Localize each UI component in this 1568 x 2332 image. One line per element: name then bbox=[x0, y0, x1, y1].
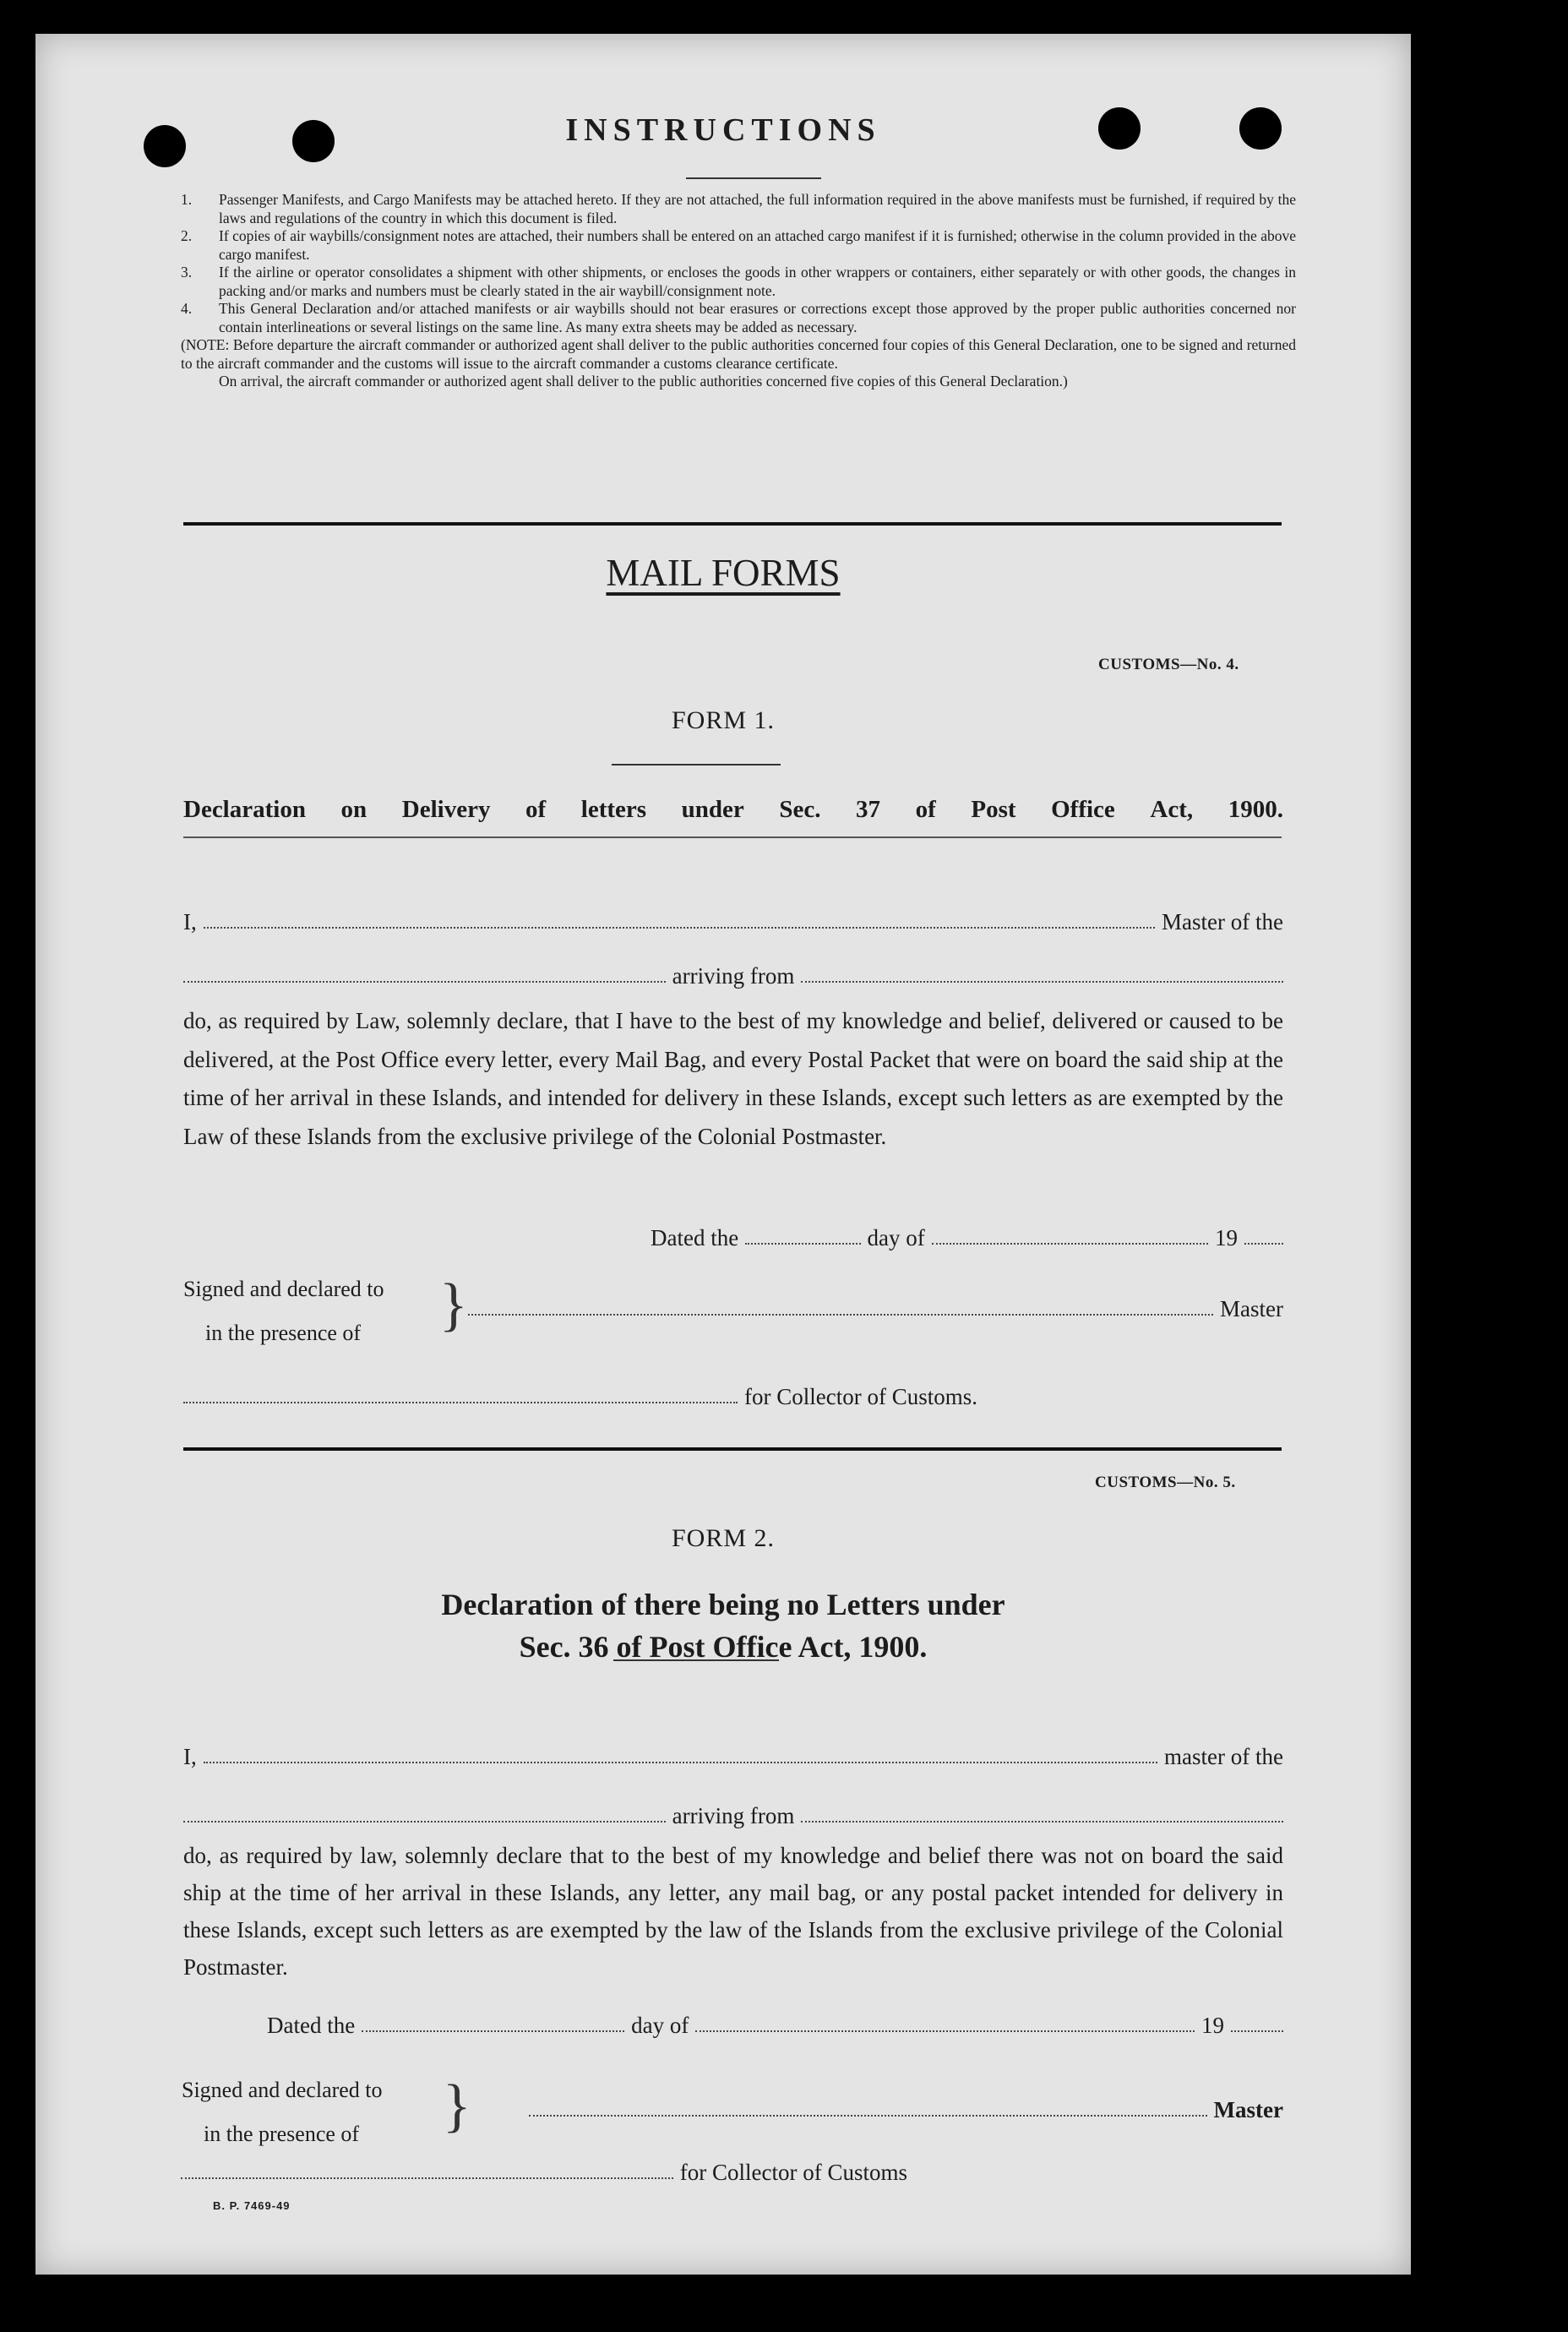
form1-brace: } bbox=[439, 1272, 468, 1338]
instructions-note-arrival: On arrival, the aircraft commander or authorized agent shall deliver to the public authorities concerned five copies of this General Declaration.) bbox=[219, 373, 1068, 390]
form2-title-line2: Sec. 36 of Post Office Act, 1900. bbox=[519, 1630, 928, 1664]
form1-year-field[interactable] bbox=[1244, 1242, 1283, 1245]
form2-master-label: Master bbox=[1213, 2097, 1283, 2122]
form2-name-field[interactable] bbox=[204, 1761, 1157, 1763]
form1-title-word: 37 bbox=[856, 796, 881, 823]
form2-master-of-the: master of the bbox=[1164, 1744, 1283, 1769]
mail-forms-title: MAIL FORMS bbox=[606, 552, 841, 594]
form1-name-line bbox=[183, 909, 1283, 935]
form2-ship-field[interactable] bbox=[183, 1820, 666, 1823]
form1-title-word: Post bbox=[971, 796, 1016, 823]
instruction-text: If copies of air waybills/consignment notes are attached, their numbers shall be entered on an attached cargo manifest if it is furnished; otherwise in the column provided in the above cargo manifest. bbox=[219, 227, 1296, 263]
form2-title-rule bbox=[613, 1659, 779, 1661]
form2-origin-field[interactable] bbox=[801, 1820, 1283, 1823]
form1-dated-the: Dated the bbox=[651, 1225, 739, 1250]
form2-declaration-body: do, as required by law, solemnly declare that to the best of my knowledge and belief there was not on board the said ship at the time of her arrival in these Islands, any letter, any mail bag, or any postal packet intended for delivery in these Islands, except such letters as are exempted by the law of the Islands from the exclusive privilege of the Colonial Postmaster. bbox=[183, 1843, 1283, 1980]
form1-collector-label: for Collector of Customs. bbox=[744, 1384, 977, 1409]
form2-day-of: day of bbox=[631, 2013, 689, 2038]
form1-title-word: under bbox=[681, 796, 744, 823]
form-divider bbox=[183, 1447, 1282, 1451]
form1-day-of: day of bbox=[867, 1225, 925, 1250]
form2-year-prefix: 19 bbox=[1201, 2013, 1224, 2038]
form2-customs-number: CUSTOMS—No. 5. bbox=[1095, 1474, 1236, 1491]
form1-title-word: of bbox=[525, 796, 547, 823]
form2-date-line bbox=[267, 2013, 1283, 2039]
form1-arriving-from: arriving from bbox=[672, 963, 795, 989]
form1-title-word: Declaration bbox=[183, 796, 306, 823]
form2-declaration-title bbox=[35, 1583, 1411, 1668]
instruction-number: 2. bbox=[181, 227, 193, 244]
form2-day-field[interactable] bbox=[362, 2030, 624, 2032]
form2-signed-line1: Signed and declared to bbox=[182, 2078, 383, 2102]
form1-customs-number: CUSTOMS—No. 4. bbox=[1098, 656, 1239, 673]
form2-brace: } bbox=[443, 2073, 471, 2139]
form2-heading: FORM 2. bbox=[671, 1524, 776, 1552]
form1-title-word: 1900. bbox=[1228, 796, 1283, 823]
form1-ship-field[interactable] bbox=[183, 980, 666, 983]
form1-title-word: of bbox=[915, 796, 936, 823]
form1-title-word: Act, bbox=[1150, 796, 1194, 823]
form1-signed-line2: in the presence of bbox=[205, 1321, 362, 1345]
form2-signed-label bbox=[182, 2068, 383, 2156]
form1-signed-label bbox=[183, 1267, 384, 1355]
instruction-item bbox=[181, 300, 1296, 336]
form1-title-word: Sec. bbox=[779, 796, 821, 823]
instruction-number: 3. bbox=[181, 264, 193, 281]
form2-arriving-from: arriving from bbox=[672, 1803, 795, 1828]
form1-collector-line bbox=[183, 1384, 977, 1410]
instructions-title: INSTRUCTIONS bbox=[565, 112, 881, 148]
form2-title-line1: Declaration of there being no Letters under bbox=[441, 1588, 1005, 1621]
form2-dated-the: Dated the bbox=[267, 2013, 356, 2038]
form1-title-rule bbox=[183, 836, 1282, 838]
form2-name-line bbox=[183, 1744, 1283, 1770]
form1-title-word: Delivery bbox=[401, 796, 491, 823]
form1-date-line bbox=[651, 1225, 1283, 1251]
form1-heading-rule bbox=[612, 764, 781, 766]
form2-collector-line bbox=[181, 2160, 907, 2186]
form1-arriving-line bbox=[183, 963, 1283, 989]
instruction-item bbox=[181, 264, 1296, 300]
form2-master-line bbox=[529, 2097, 1283, 2123]
form2-collector-field[interactable] bbox=[181, 2177, 673, 2179]
form1-title-word: Office bbox=[1051, 796, 1115, 823]
form1-declaration-body: do, as required by Law, solemnly declare, that I have to the best of my knowledge and belief, delivered or caused to be delivered, at the Post Office every letter, every Mail Bag, and every Postal Packet that were on board the said ship at the time of her arrival in these Islands, and intended for delivery in these Islands, except such letters as are exempted by the Law of these Islands from the exclusive privilege of the Colonial Postmaster. bbox=[183, 1008, 1283, 1149]
form1-month-field[interactable] bbox=[932, 1242, 1208, 1245]
form1-year-prefix: 19 bbox=[1215, 1225, 1238, 1250]
form1-declaration-title bbox=[183, 796, 1283, 824]
form1-signed-line1: Signed and declared to bbox=[183, 1277, 384, 1301]
instruction-item bbox=[181, 191, 1296, 227]
form1-master-line bbox=[468, 1296, 1283, 1322]
form2-i-label: I, bbox=[183, 1744, 197, 1769]
form2-arriving-line bbox=[183, 1803, 1283, 1829]
form2-month-field[interactable] bbox=[695, 2030, 1195, 2032]
form2-collector-label: for Collector of Customs bbox=[679, 2160, 907, 2185]
section-divider bbox=[183, 522, 1282, 526]
instruction-number: 4. bbox=[181, 300, 193, 317]
form1-master-of-the: Master of the bbox=[1162, 909, 1283, 934]
instruction-text: This General Declaration and/or attached manifests or air waybills should not bear erasures or corrections except those approved by the proper public authorities concerned nor contain interlineations or several listings on the same line. As many extra sheets may be added as necessary. bbox=[219, 300, 1296, 335]
form1-heading: FORM 1. bbox=[671, 706, 776, 734]
instruction-item bbox=[181, 227, 1296, 264]
form1-title-word: letters bbox=[580, 796, 647, 823]
form1-title-word: on bbox=[340, 796, 368, 823]
instructions-underline bbox=[686, 177, 821, 179]
form2-signed-line2: in the presence of bbox=[204, 2122, 360, 2146]
instruction-text: If the airline or operator consolidates a shipment with other shipments, or encloses the goods in other wrappers or containers, either separately or with other goods, the changes in packing and/or marks and numbers must be clearly stated in the air waybill/consignment note. bbox=[219, 264, 1296, 299]
form1-collector-field[interactable] bbox=[183, 1401, 738, 1403]
instruction-number: 1. bbox=[181, 191, 193, 208]
form1-origin-field[interactable] bbox=[801, 980, 1283, 983]
form2-year-field[interactable] bbox=[1231, 2030, 1283, 2032]
form1-master-label: Master bbox=[1220, 1296, 1283, 1321]
instructions-list bbox=[181, 191, 1296, 391]
form1-name-field[interactable] bbox=[204, 926, 1155, 929]
form1-master-name-field[interactable] bbox=[468, 1313, 1213, 1316]
print-code: B. P. 7469-49 bbox=[213, 2199, 291, 2212]
document-page bbox=[35, 34, 1411, 2275]
instructions-note: (NOTE: Before departure the aircraft commander or authorized agent shall deliver to the public authorities concerned four copies of this General Declaration, one to be signed and returned to the aircraft commander and the customs will issue to the aircraft commander a customs clearance certificate. bbox=[181, 336, 1296, 372]
form1-i-label: I, bbox=[183, 909, 197, 934]
form1-day-field[interactable] bbox=[745, 1242, 860, 1245]
form2-master-name-field[interactable] bbox=[529, 2114, 1207, 2117]
instruction-text: Passenger Manifests, and Cargo Manifests may be attached hereto. If they are not attached, the full information required in the above manifests must be furnished, if required by the laws and regulations of the country in which this document is filed. bbox=[219, 191, 1296, 226]
